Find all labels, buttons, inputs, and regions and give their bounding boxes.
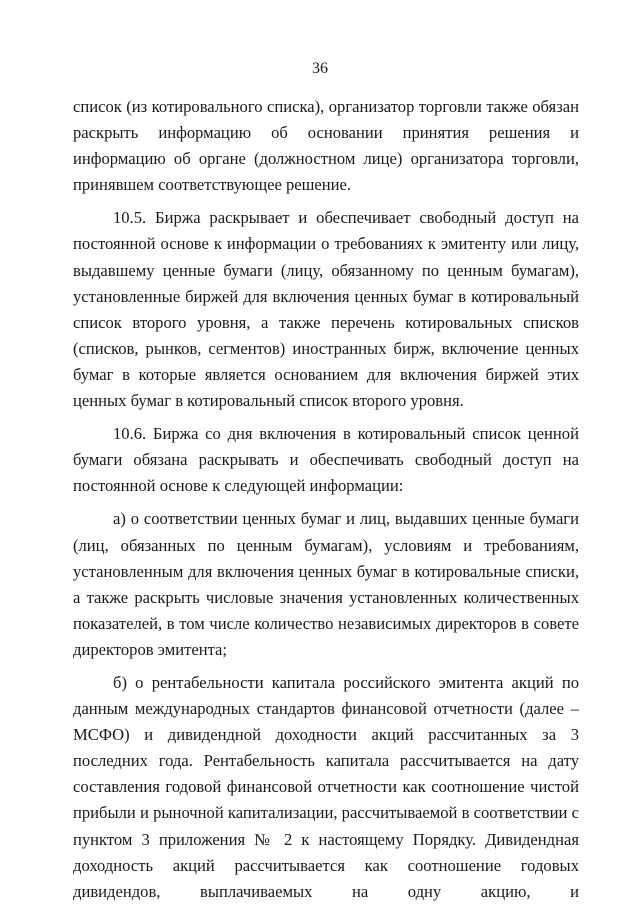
paragraph-item-a: а) о соответствии ценных бумаг и лиц, выдавших ценные бумаги (лиц, обязанных по ценным бумагам), условиям и требованиям, установленным для включения ценных бумаг в котировальные списки, а также раскрыть числовые значения установленных количественных показателей, в том числе количество независимых директоров в совете директоров эмитента; — [73, 509, 579, 659]
paragraph-item-b: б) о рентабельности капитала российского эмитента акций по данным международных стандартов финансовой отчетности (далее – МСФО) и дивидендной доходности акций рассчитанных за 3 последних года. Рентабельность капитала рассчитывается на дату составления годовой финансовой отчетности как соотношение чистой прибыли и рыночной капитализации, рассчитываемой в соответствии с пунктом 3 приложения № 2 к настоящему Порядку. Дивидендная доходность акций рассчитывается как соотношение годовых дивидендов, выплачиваемых на одну акцию, и — [73, 672, 579, 901]
paragraph-10-6: 10.6. Биржа со дня включения в котировальный список ценной бумаги обязана раскрывать и обеспечивать свободный доступ на постоянной основе к следующей информации: — [73, 424, 579, 496]
paragraph-continuation: список (из котировального списка), организатор торговли также обязан раскрыть информацию об основании принятия решения и информацию об органе (должностном лице) организатора торговли, принявшем соответствующее решение. — [73, 97, 579, 195]
page-number: 36 — [312, 60, 328, 77]
document-body — [73, 94, 579, 912]
paragraph-10-5: 10.5. Биржа раскрывает и обеспечивает свободный доступ на постоянной основе к информации о требованиях к эмитенту или лицу, выдавшему ценные бумаги (лицу, обязанному по ценным бумагам), установленные биржей для включения ценных бумаг в котировальный список второго уровня, а также перечень котировальных списков (списков, рынков, сегментов) иностранных бирж, включение ценных бумаг в которые является основанием для включения биржей этих ценных бумаг в котировальный список второго уровня. — [73, 208, 579, 411]
